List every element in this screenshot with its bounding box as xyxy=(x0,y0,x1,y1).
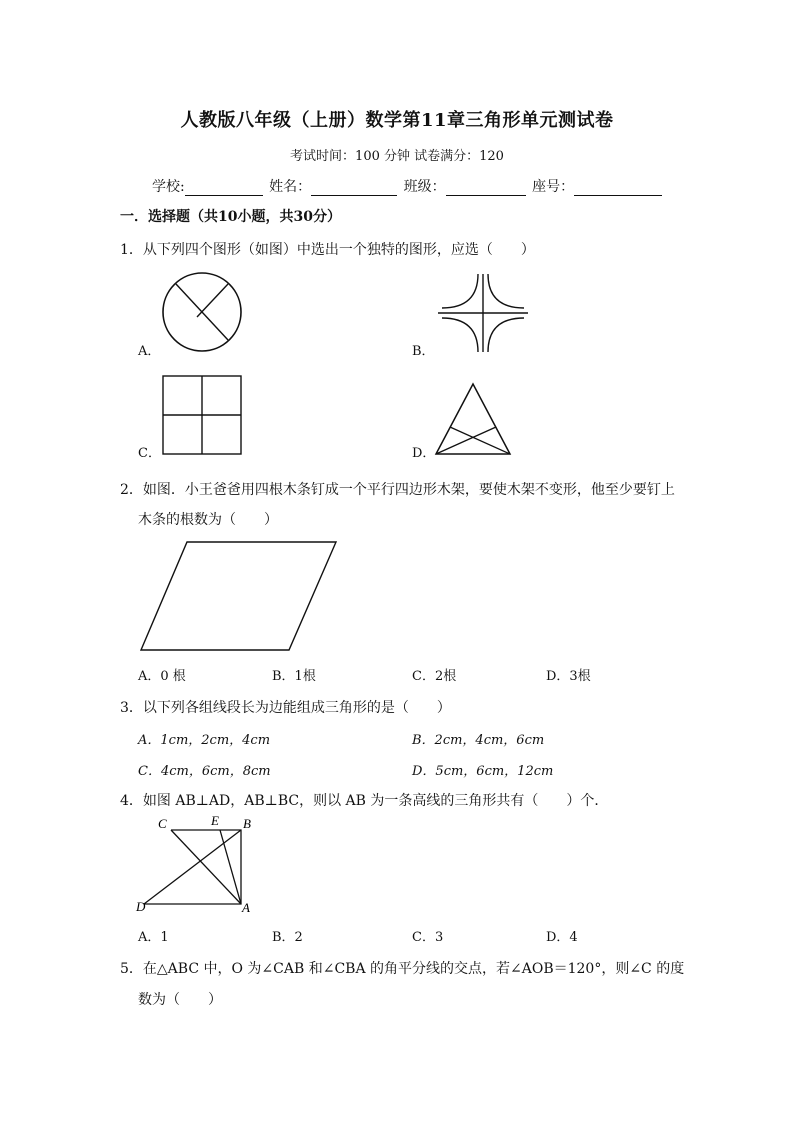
geometry-figure-q4 xyxy=(134,814,264,916)
question-4: 4．如图 AB⊥AD，AB⊥BC，则以 AB 为一条高线的三角形共有（ ）个． xyxy=(120,793,609,809)
name-label: 姓名： xyxy=(269,179,312,195)
class-label: 班级： xyxy=(403,179,446,195)
page-title: 人教版八年级（上册）数学第11章三角形单元测试卷 xyxy=(180,110,614,131)
question-2-line-2: 木条的根数为（ ） xyxy=(138,512,278,528)
q2-option-c: C．2根 xyxy=(412,669,457,684)
q1-option-c: C． xyxy=(138,446,161,461)
q1-option-d: D． xyxy=(412,446,436,461)
school-label: 学校: xyxy=(152,179,185,195)
school-blank[interactable] xyxy=(185,181,263,196)
label-c: C xyxy=(158,816,167,831)
q1-figure-a xyxy=(160,270,244,354)
section-heading: 一．选择题（共10小题，共30分） xyxy=(120,209,341,225)
seat-blank[interactable] xyxy=(574,181,662,196)
name-blank[interactable] xyxy=(311,181,397,196)
label-a: A xyxy=(242,900,250,915)
q4-option-b: B．2 xyxy=(272,930,303,945)
q1-figure-b xyxy=(436,272,530,354)
question-1: 1．从下列四个图形（如图）中选出一个独特的图形，应选（ ） xyxy=(120,242,535,258)
question-5-line-2: 数为（ ） xyxy=(138,992,222,1008)
q3-option-c: C．4cm，6cm，8cm xyxy=(138,764,271,779)
label-d: D xyxy=(136,899,146,914)
q1-figure-c xyxy=(162,375,244,457)
seat-label: 座号： xyxy=(532,179,575,195)
q4-option-c: C．3 xyxy=(412,930,444,945)
q3-option-b: B．2cm，4cm，6cm xyxy=(412,733,545,748)
q2-option-a: A．0 根 xyxy=(138,669,186,684)
q1-option-a: A． xyxy=(138,344,161,359)
q1-figure-d xyxy=(433,381,513,457)
question-5-line-1: 5．在△ABC 中，O 为∠CAB 和∠CBA 的角平分线的交点，若∠AOB＝120°，则∠C 的度 xyxy=(120,961,685,977)
class-blank[interactable] xyxy=(446,181,526,196)
q1-option-b: B． xyxy=(412,344,435,359)
q4-option-d: D．4 xyxy=(546,930,578,945)
label-b: B xyxy=(243,816,251,831)
q4-option-a: A．1 xyxy=(138,930,169,945)
question-2-line-1: 2．如图．小王爸爸用四根木条钉成一个平行四边形木架，要使木架不变形，他至少要钉上 xyxy=(120,482,675,498)
question-3: 3．以下列各组线段长为边能组成三角形的是（ ） xyxy=(120,700,451,716)
q3-option-a: A．1cm，2cm，4cm xyxy=(138,733,271,748)
student-info-line xyxy=(152,176,664,196)
q2-option-d: D．3根 xyxy=(546,669,591,684)
parallelogram-figure xyxy=(139,539,339,653)
q2-option-b: B．1根 xyxy=(272,669,316,684)
exam-info: 考试时间：100 分钟 试卷满分：120 xyxy=(290,149,504,164)
label-e: E xyxy=(211,814,219,828)
q3-option-d: D．5cm，6cm，12cm xyxy=(412,764,554,779)
